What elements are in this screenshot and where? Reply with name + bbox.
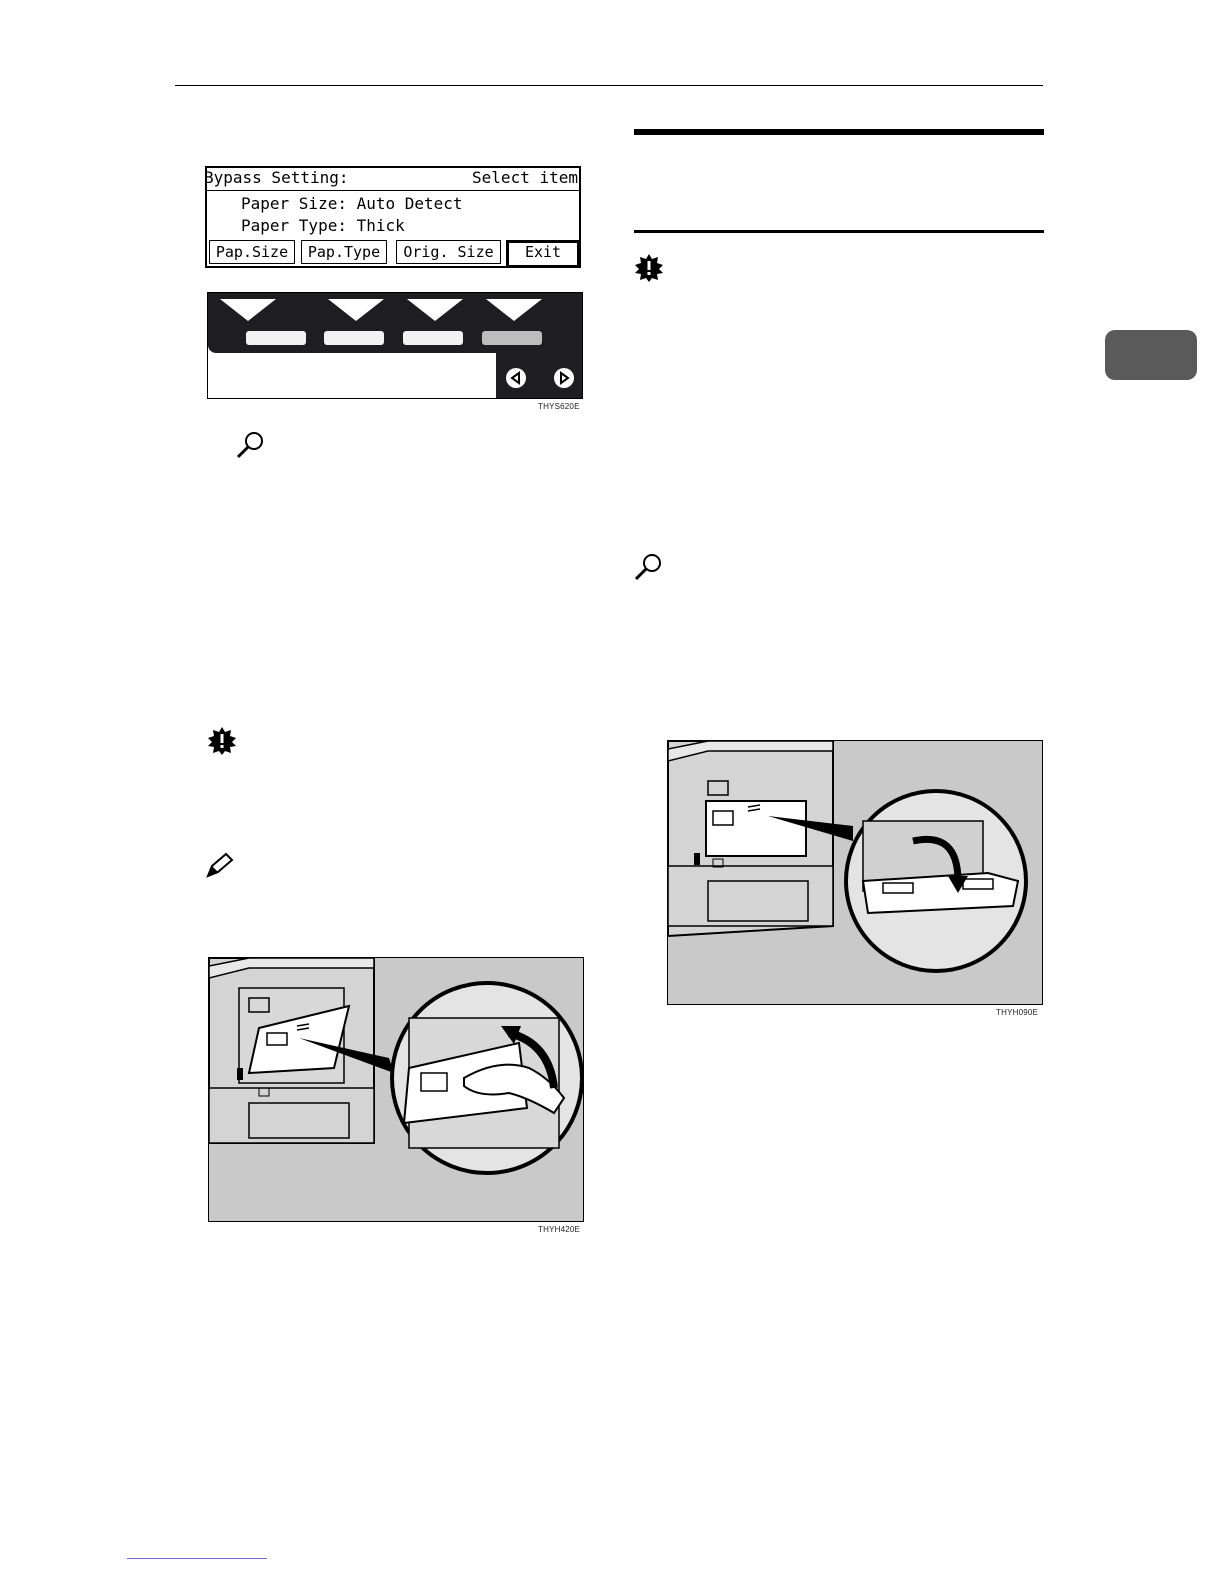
section-heading-top-rule [634, 129, 1044, 135]
figure-code: THYS620E [538, 402, 580, 411]
important-icon [207, 726, 237, 761]
important-icon [634, 253, 664, 288]
left-arrow-icon[interactable] [506, 368, 526, 388]
reference-icon [632, 552, 664, 587]
lcd-display [205, 166, 581, 268]
lcd-prompt: Select item [472, 168, 578, 187]
figure-code: THYH420E [538, 1225, 581, 1234]
right-arrow-icon[interactable] [554, 368, 574, 388]
selection-key[interactable] [246, 331, 306, 345]
softkey-exit[interactable]: Exit [506, 240, 580, 268]
softkey-orig-size[interactable]: Orig. Size [396, 240, 501, 264]
selection-key[interactable] [403, 331, 463, 345]
header-rule [175, 85, 1043, 86]
control-panel-illustration [207, 292, 583, 399]
section-heading-bottom-rule [634, 230, 1044, 233]
lcd-paper-size: Paper Size: Auto Detect [241, 194, 463, 213]
footer-link-underline[interactable] [127, 1558, 267, 1559]
bypass-tray-illustration [667, 740, 1043, 1005]
selection-key[interactable] [482, 331, 542, 345]
open-cover-illustration [208, 957, 584, 1222]
selection-key[interactable] [324, 331, 384, 345]
softkey-pap-type[interactable]: Pap.Type [301, 240, 387, 264]
lcd-divider [207, 190, 579, 191]
lcd-paper-type: Paper Type: Thick [241, 216, 405, 235]
chapter-tab [1105, 330, 1197, 380]
softkey-pap-size[interactable]: Pap.Size [209, 240, 295, 264]
reference-icon [234, 430, 266, 465]
down-arrow-indicator [407, 299, 463, 321]
lcd-title: Bypass Setting: [204, 168, 349, 187]
down-arrow-indicator [220, 299, 276, 321]
figure-code: THYH090E [996, 1008, 1039, 1017]
down-arrow-indicator [328, 299, 384, 321]
note-icon [204, 852, 234, 885]
down-arrow-indicator [486, 299, 542, 321]
